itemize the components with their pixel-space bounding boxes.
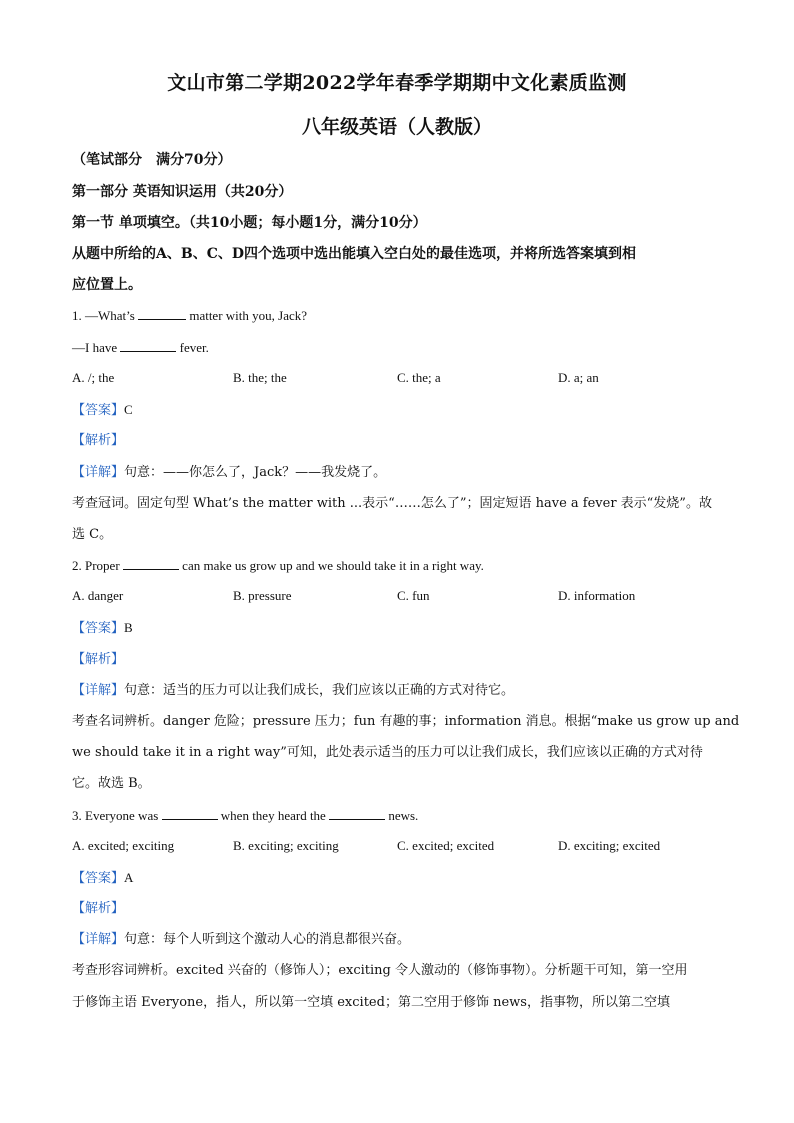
explanation-line: 选 C。 [72,527,113,542]
explanation-line: 考查冠词。固定句型 What’s the matter with ...表示“……怎么了”；固定短语 have a fever 表示“发烧”。故 [72,496,712,511]
answer-blank [329,807,385,820]
answer-blank [123,557,179,570]
answer-value: B [124,620,133,635]
analysis-label: 【解析】 [72,901,125,916]
option-c: C. fun [397,588,430,603]
stem-text: news. [385,808,419,823]
instruction-line-1: 从题中所给的A、B、C、D四个选项中选出能填入空白处的最佳选项，并将所选答案填到相 [72,246,636,262]
answer-label: 【答案】 [72,403,125,418]
detail-text: 句意：每个人听到这个激动人心的消息都很兴奋。 [124,932,411,947]
answer-line [72,401,133,420]
explanation-line: 它。故选 B。 [72,776,151,791]
explanation-line: 考查名词辨析。danger 危险；pressure 压力；fun 有趣的事；information 消息。根据“make us grow up and [72,714,740,729]
option-b: B. the; the [233,370,287,385]
answer-value: C [124,402,133,417]
instruction-line-2: 应位置上。 [72,277,142,293]
stem-text: 1. —What’s [72,308,139,323]
part-heading: 第一部分 英语知识运用（共20分） [72,184,293,200]
stem-text: 3. Everyone was [72,808,162,823]
stem-text: when they heard the [217,808,330,823]
question-1-stem [72,307,307,325]
analysis-label: 【解析】 [72,652,125,667]
detail-text: 句意：——你怎么了，Jack？——我发烧了。 [124,465,387,480]
answer-line [72,619,133,638]
option-d: D. exciting; excited [558,838,661,853]
exam-subtitle: 八年级英语（人教版） [301,116,492,138]
option-a: A. excited; exciting [72,838,175,853]
question-2-stem [72,557,484,575]
answer-blank [162,807,218,820]
answer-blank [120,339,176,352]
option-d: D. information [558,588,636,603]
stem-text: fever. [176,340,209,355]
detail-line [72,682,514,700]
detail-label: 【详解】 [72,465,125,480]
option-d: D. a; an [558,370,599,385]
exam-title: 文山市第二学期2022学年春季学期期中文化素质监测 [167,72,627,94]
option-b: B. exciting; exciting [233,838,339,853]
detail-line [72,931,410,949]
answer-value: A [124,870,134,885]
stem-text: can make us grow up and we should take it in a right way. [178,558,484,573]
detail-text: 句意：适当的压力可以让我们成长，我们应该以正确的方式对待它。 [124,683,515,698]
analysis-label: 【解析】 [72,433,125,448]
explanation-line: we should take it in a right way”可知，此处表示适当的压力可以让我们成长，我们应该以正确的方式对待 [72,745,703,760]
option-a: A. danger [72,588,124,603]
option-c: C. the; a [397,370,441,385]
answer-blank [138,307,186,320]
stem-text: 2. Proper [72,558,123,573]
detail-line [72,464,386,482]
explanation-line: 考查形容词辨析。excited 兴奋的（修饰人）；exciting 令人激动的（修饰事物）。分析题干可知，第一空用 [72,963,688,978]
stem-text: —I have [72,340,121,355]
detail-label: 【详解】 [72,683,125,698]
option-a: A. /; the [72,370,115,385]
answer-line [72,869,133,888]
explanation-line: 于修饰主语 Everyone，指人，所以第一空填 excited；第二空用于修饰 news，指事物，所以第二空填 [72,995,670,1010]
question-1-stem-line-2 [72,339,209,357]
section-heading: 第一节 单项填空。（共10小题；每小题1分，满分10分） [72,215,427,231]
score-note: （笔试部分 满分70分） [72,152,232,168]
stem-text: matter with you, Jack? [186,308,308,323]
option-c: C. excited; excited [397,838,495,853]
answer-label: 【答案】 [72,871,125,886]
answer-label: 【答案】 [72,621,125,636]
detail-label: 【详解】 [72,932,125,947]
option-b: B. pressure [233,588,292,603]
question-3-stem [72,807,418,825]
